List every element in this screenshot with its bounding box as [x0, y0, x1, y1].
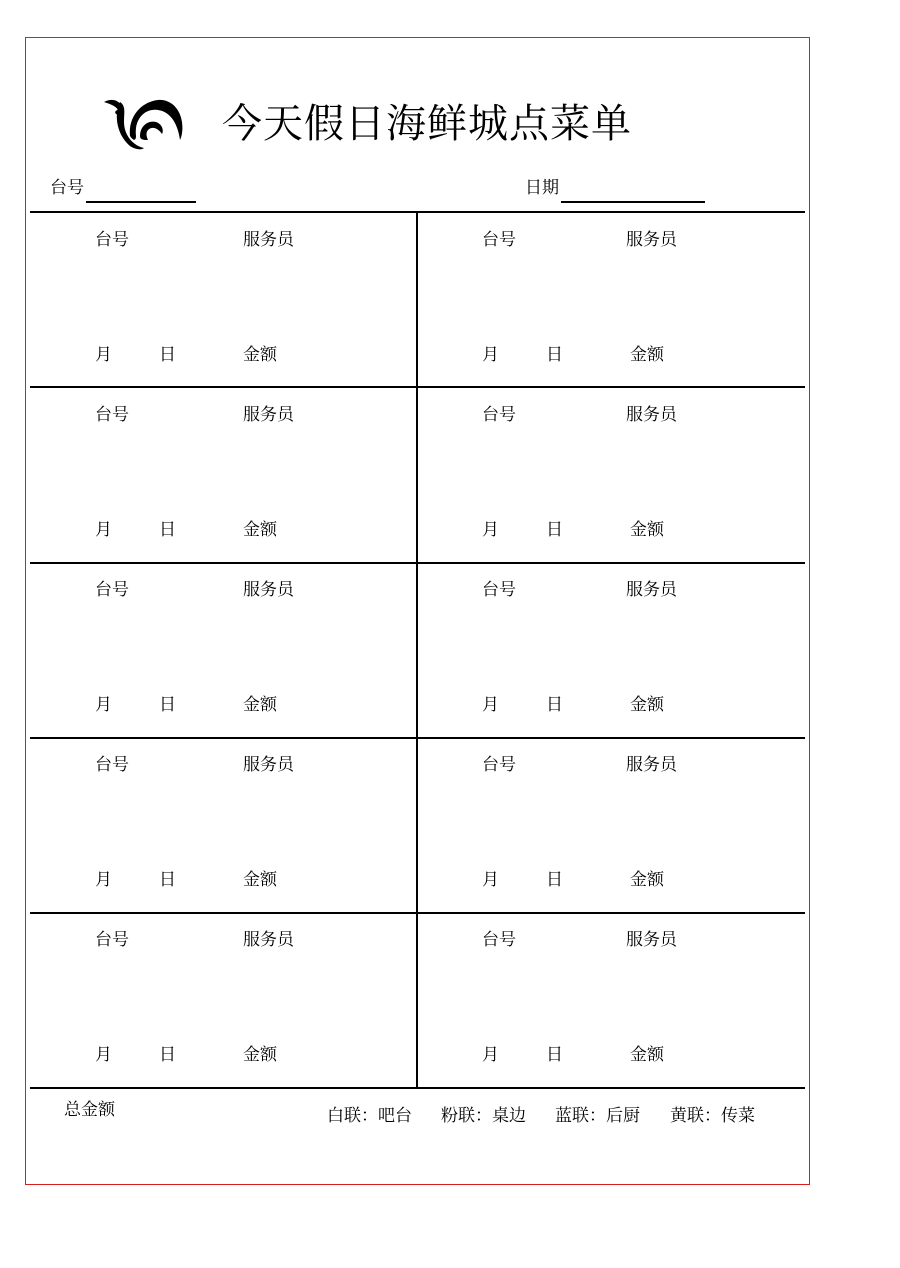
cell-month-label: 月 — [482, 870, 499, 890]
logo-icon — [100, 96, 186, 152]
header-table-label: 台号 — [50, 178, 84, 198]
cell-day-label: 日 — [546, 1045, 563, 1065]
cell-server-label: 服务员 — [626, 230, 677, 250]
page-title: 今天假日海鲜城点菜单 — [222, 101, 632, 147]
cell-amount-label: 金额 — [243, 1045, 277, 1065]
grid-divider — [416, 212, 418, 1089]
cell-day-label: 日 — [159, 1045, 176, 1065]
copy-label: 黄联：传菜 — [670, 1106, 755, 1126]
cell-table-label: 台号 — [95, 580, 129, 600]
cell-amount-label: 金额 — [630, 870, 664, 890]
cell-amount-label: 金额 — [243, 695, 277, 715]
cell-month-label: 月 — [482, 695, 499, 715]
cell-amount-label: 金额 — [630, 345, 664, 365]
cell-month-label: 月 — [482, 345, 499, 365]
cell-server-label: 服务员 — [626, 580, 677, 600]
header-table-field[interactable] — [86, 201, 196, 203]
copy-label: 蓝联：后厨 — [555, 1106, 640, 1126]
cell-day-label: 日 — [159, 870, 176, 890]
cell-server-label: 服务员 — [243, 930, 294, 950]
cell-amount-label: 金额 — [243, 870, 277, 890]
cell-server-label: 服务员 — [626, 930, 677, 950]
total-amount-label: 总金额 — [64, 1100, 115, 1120]
cell-day-label: 日 — [546, 695, 563, 715]
cell-month-label: 月 — [95, 695, 112, 715]
cell-server-label: 服务员 — [243, 580, 294, 600]
cell-table-label: 台号 — [95, 230, 129, 250]
cell-table-label: 台号 — [95, 755, 129, 775]
cell-server-label: 服务员 — [626, 405, 677, 425]
cell-server-label: 服务员 — [626, 755, 677, 775]
cell-amount-label: 金额 — [243, 520, 277, 540]
cell-month-label: 月 — [95, 345, 112, 365]
cell-server-label: 服务员 — [243, 755, 294, 775]
cell-server-label: 服务员 — [243, 405, 294, 425]
cell-day-label: 日 — [159, 520, 176, 540]
copy-label: 粉联：桌边 — [441, 1106, 526, 1126]
cell-table-label: 台号 — [482, 930, 516, 950]
cell-table-label: 台号 — [95, 930, 129, 950]
cell-table-label: 台号 — [95, 405, 129, 425]
cell-month-label: 月 — [482, 520, 499, 540]
cell-amount-label: 金额 — [630, 1045, 664, 1065]
cell-month-label: 月 — [95, 1045, 112, 1065]
cell-day-label: 日 — [159, 345, 176, 365]
cell-month-label: 月 — [482, 1045, 499, 1065]
cell-server-label: 服务员 — [243, 230, 294, 250]
cell-day-label: 日 — [546, 345, 563, 365]
cell-day-label: 日 — [546, 520, 563, 540]
header-date-label: 日期 — [525, 178, 559, 198]
cell-amount-label: 金额 — [630, 695, 664, 715]
cell-day-label: 日 — [159, 695, 176, 715]
cell-amount-label: 金额 — [630, 520, 664, 540]
cell-table-label: 台号 — [482, 580, 516, 600]
header-date-field[interactable] — [561, 201, 705, 203]
cell-amount-label: 金额 — [243, 345, 277, 365]
cell-table-label: 台号 — [482, 755, 516, 775]
cell-month-label: 月 — [95, 520, 112, 540]
copy-label: 白联：吧台 — [327, 1106, 412, 1126]
cell-table-label: 台号 — [482, 230, 516, 250]
cell-month-label: 月 — [95, 870, 112, 890]
cell-day-label: 日 — [546, 870, 563, 890]
cell-table-label: 台号 — [482, 405, 516, 425]
